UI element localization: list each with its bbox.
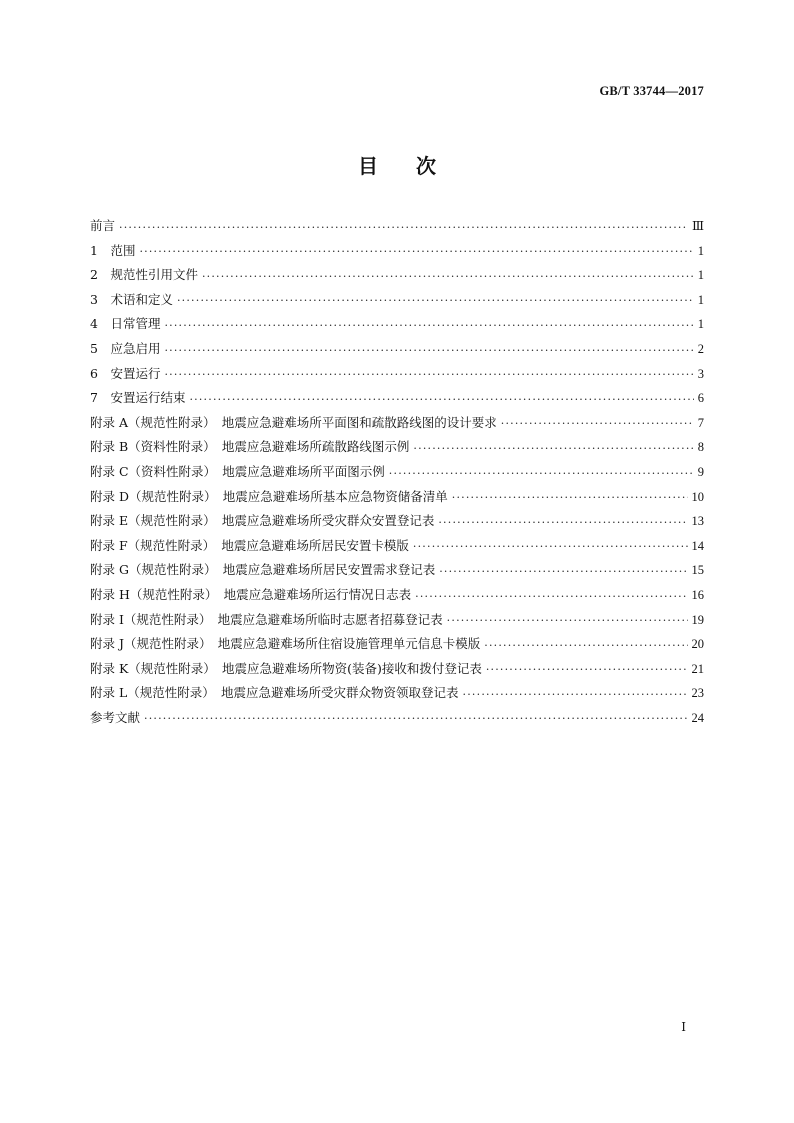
toc-dot-leader: [463, 681, 688, 706]
toc-entry-page: 6: [697, 391, 704, 406]
toc-entry[interactable]: [90, 706, 704, 731]
toc-entry-label: 5 应急启用: [90, 340, 161, 356]
toc-entry[interactable]: [90, 558, 704, 583]
toc-dot-leader: [486, 657, 688, 682]
toc-entry-label: 附录 C（资料性附录） 地震应急避难场所平面图示例: [90, 463, 385, 479]
toc-dot-leader: [452, 485, 688, 510]
toc-entry-label: 参考文献: [90, 709, 141, 725]
toc-dot-leader: [413, 534, 688, 559]
toc-dot-leader: [164, 312, 693, 337]
toc-entry-page: 1: [697, 243, 704, 258]
toc-dot-leader: [177, 288, 694, 313]
toc-entry[interactable]: [90, 312, 704, 337]
toc-entry-label: 附录 K（规范性附录） 地震应急避难场所物资(装备)接收和拨付登记表: [90, 660, 482, 676]
toc-entry-label: 附录 B（资料性附录） 地震应急避难场所疏散路线图示例: [90, 439, 410, 455]
toc-entry-label: 1 范围: [90, 242, 136, 258]
standard-code: GB/T 33744—2017: [599, 84, 704, 98]
toc-dot-leader: [439, 558, 687, 583]
toc-entry-label: 前言: [90, 218, 116, 233]
toc-dot-leader: [484, 632, 687, 657]
toc-entry[interactable]: [90, 214, 704, 239]
toc-entry-label: 附录 F（规范性附录） 地震应急避难场所居民安置卡模版: [90, 537, 409, 553]
toc-entry-page: 1: [697, 317, 704, 332]
toc-entry-page: 23: [691, 686, 704, 701]
toc-entry-page: 3: [697, 366, 704, 381]
toc-entry-page: 10: [691, 489, 704, 504]
page-title: 目次: [358, 154, 474, 178]
toc-entry[interactable]: [90, 362, 704, 387]
toc-entry-label: 附录 J（规范性附录） 地震应急避难场所住宿设施管理单元信息卡模版: [90, 636, 481, 652]
toc-entry-page: 16: [691, 587, 704, 602]
toc-entry[interactable]: [90, 681, 704, 706]
toc-entry[interactable]: [90, 239, 704, 264]
toc-entry-page: 20: [691, 637, 704, 652]
toc-entry-page: 14: [691, 538, 704, 553]
toc-entry-label: 3 术语和定义: [90, 291, 173, 307]
toc-entry-page: 8: [697, 440, 704, 455]
toc-entry-label: 6 安置运行: [90, 365, 161, 381]
toc-entry[interactable]: [90, 583, 704, 608]
toc-entry-page: 13: [691, 514, 704, 529]
toc-entry-label: 4 日常管理: [90, 316, 161, 332]
toc-dot-leader: [144, 706, 687, 731]
toc-entry[interactable]: [90, 263, 704, 288]
page-number: Ⅰ: [681, 1020, 686, 1034]
toc-entry-label: 附录 L（规范性附录） 地震应急避难场所受灾群众物资领取登记表: [90, 685, 459, 701]
toc-entry[interactable]: [90, 608, 704, 633]
toc-dot-leader: [189, 386, 693, 411]
toc-entry-page: 1: [697, 292, 704, 307]
toc-entry[interactable]: [90, 288, 704, 313]
toc-dot-leader: [119, 214, 688, 239]
toc-entry-label: 附录 I（规范性附录） 地震应急避难场所临时志愿者招募登记表: [90, 611, 443, 627]
toc-dot-leader: [438, 509, 687, 534]
toc-entry[interactable]: [90, 657, 704, 682]
toc-dot-leader: [413, 435, 693, 460]
toc-entry-page: 19: [691, 612, 704, 627]
toc-entry[interactable]: [90, 337, 704, 362]
toc-entry[interactable]: [90, 534, 704, 559]
toc-entry-page: 21: [691, 661, 704, 676]
toc-entry-page: 24: [691, 710, 704, 725]
toc-entry-label: 附录 D（规范性附录） 地震应急避难场所基本应急物资储备清单: [90, 488, 448, 504]
toc-entry[interactable]: [90, 509, 704, 534]
toc-dot-leader: [501, 411, 694, 436]
toc-entry-label: 附录 H（规范性附录） 地震应急避难场所运行情况日志表: [90, 586, 412, 602]
toc-entry-label: 附录 E（规范性附录） 地震应急避难场所受灾群众安置登记表: [90, 513, 435, 529]
toc-entry-page: 1: [697, 268, 704, 283]
toc-entry[interactable]: [90, 435, 704, 460]
toc-entry-label: 附录 A（规范性附录） 地震应急避难场所平面图和疏散路线图的设计要求: [90, 414, 497, 430]
toc-dot-leader: [164, 362, 693, 387]
toc-entry-label: 2 规范性引用文件: [90, 267, 198, 283]
toc-dot-leader: [447, 608, 688, 633]
toc-dot-leader: [139, 239, 693, 264]
toc-entry[interactable]: [90, 386, 704, 411]
toc-entry-page: Ⅲ: [691, 219, 704, 233]
toc-entry[interactable]: [90, 632, 704, 657]
toc-entry-page: 2: [697, 341, 704, 356]
toc-entry[interactable]: [90, 485, 704, 510]
toc-entry-label: 附录 G（规范性附录） 地震应急避难场所居民安置需求登记表: [90, 562, 436, 578]
toc-entry-label: 7 安置运行结束: [90, 390, 186, 406]
toc-entry[interactable]: [90, 460, 704, 485]
toc-dot-leader: [164, 337, 693, 362]
table-of-contents: [90, 214, 704, 730]
toc-entry-page: 7: [697, 415, 704, 430]
toc-entry-page: 9: [697, 464, 704, 479]
toc-dot-leader: [389, 460, 694, 485]
toc-entry-page: 15: [691, 563, 704, 578]
toc-dot-leader: [202, 263, 694, 288]
toc-entry[interactable]: [90, 411, 704, 436]
toc-dot-leader: [415, 583, 687, 608]
